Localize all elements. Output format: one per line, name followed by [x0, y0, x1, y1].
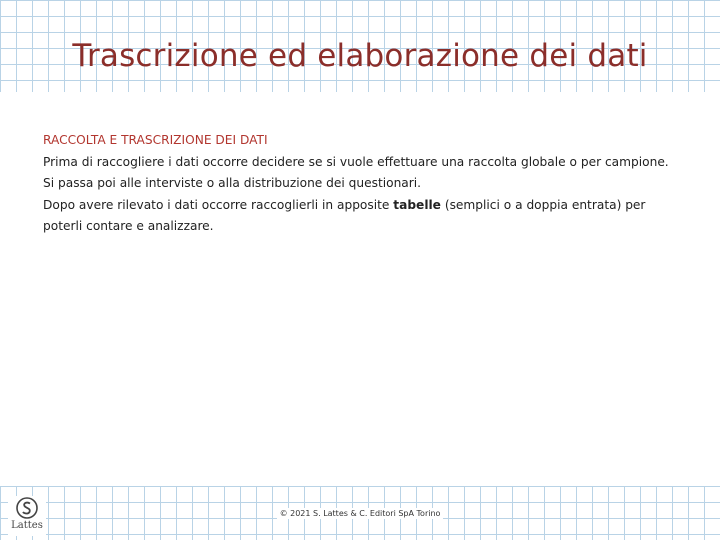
logo-text: Lattes: [11, 520, 43, 531]
paragraph-interviews: Si passa poi alle interviste o alla distribuzione dei questionari.: [43, 176, 422, 190]
paragraph-tables-start: Dopo avere rilevato i dati occorre raccoglierli in apposite: [43, 197, 394, 212]
section-heading: RACCOLTA E TRASCRIZIONE DEI DATI: [43, 133, 268, 147]
paragraph-tables-end: (semplici o a doppia entrata) per poterli contare e analizzare.: [43, 197, 646, 233]
paragraph-sampling: Prima di raccogliere i dati occorre decidere se si vuole effettuare una raccolta globale o per campione.: [43, 154, 669, 169]
copyright-text: © 2021 S. Lattes & C. Editori SpA Torino: [277, 508, 444, 519]
paragraph-tables: [43, 195, 683, 238]
slide-title: Trascrizione ed elaborazione dei dati: [72, 38, 648, 74]
footer: [0, 509, 720, 518]
slide-body: [43, 130, 683, 238]
keyword-tabelle: tabelle: [393, 197, 441, 212]
